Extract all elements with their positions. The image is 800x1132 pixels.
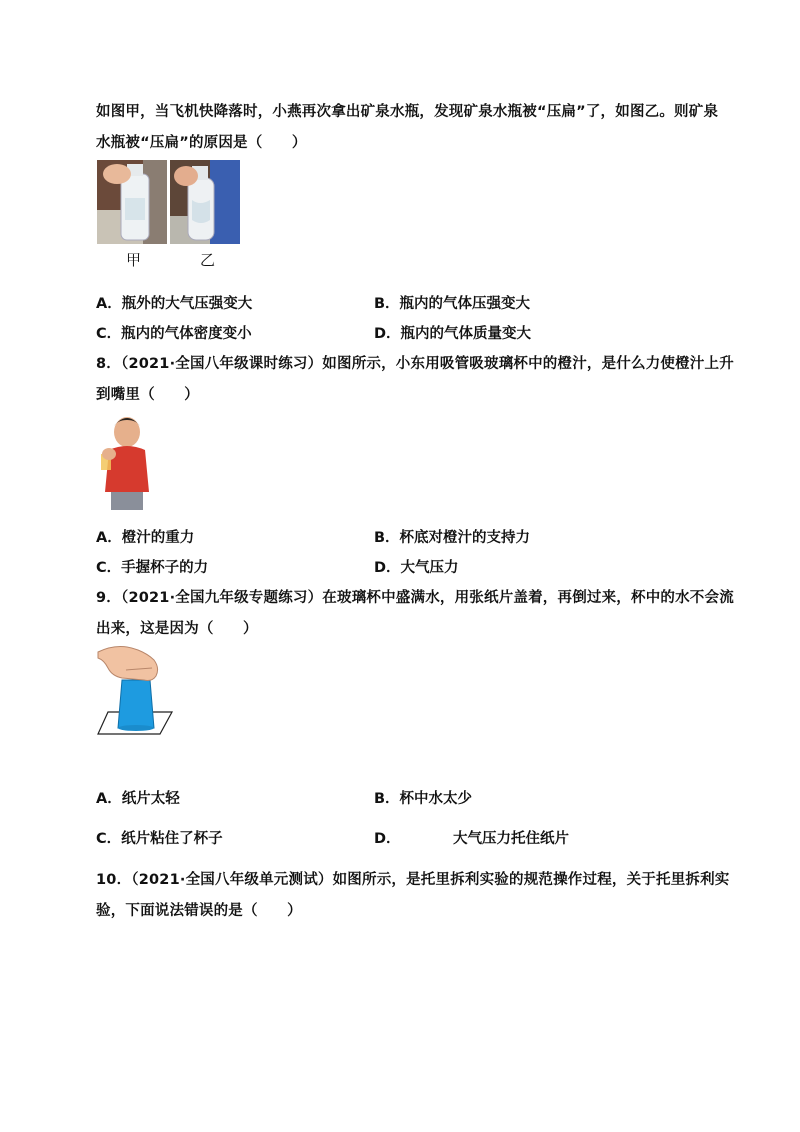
q7-bottle-photo-left — [97, 160, 167, 244]
q10-stem-line1: 10．（2021·全国八年级单元测试）如图所示，是托里拆利实验的规范操作过程，关于托里拆利实 — [96, 872, 730, 888]
q8-boy-drinking-photo — [97, 410, 159, 510]
q9-inverted-cup-figure — [96, 642, 180, 738]
q10-stem-line2: 验，下面说法错误的是（ ） — [96, 903, 302, 919]
q7-bottle-photo-right — [170, 160, 240, 244]
q7-stem-line1: 如图甲，当飞机快降落时，小燕再次拿出矿泉水瓶，发现矿泉水瓶被“压扁”了，如图乙。则矿泉 — [96, 104, 719, 120]
q9-option-d-text: 大气压力托住纸片 — [453, 831, 569, 847]
q9-stem-line1: 9．（2021·全国九年级专题练习）在玻璃杯中盛满水，用张纸片盖着，再倒过来，杯中的水不会流 — [96, 590, 734, 606]
q7-option-a: A．瓶外的大气压强变大 — [96, 296, 253, 312]
q7-stem-line2: 水瓶被“压扁”的原因是（ ） — [96, 135, 307, 151]
q9-stem-line2: 出来，这是因为（ ） — [96, 621, 258, 637]
q7-caption-right: 乙 — [200, 251, 216, 269]
q8-stem-line2: 到嘴里（ ） — [96, 387, 199, 403]
q8-option-d: D．大气压力 — [374, 560, 459, 576]
q8-option-a: A．橙汁的重力 — [96, 530, 195, 546]
q9-option-b: B．杯中水太少 — [374, 791, 473, 807]
q7-caption-left: 甲 — [126, 251, 142, 269]
q7-option-c: C．瓶内的气体密度变小 — [96, 326, 252, 342]
q9-option-a: A．纸片太轻 — [96, 791, 180, 807]
q8-option-b: B．杯底对橙汁的支持力 — [374, 530, 531, 546]
q8-stem-line1: 8．（2021·全国八年级课时练习）如图所示，小东用吸管吸玻璃杯中的橙汁，是什么力使橙汁上升 — [96, 356, 734, 372]
q7-option-b: B．瓶内的气体压强变大 — [374, 296, 531, 312]
q9-option-c: C．纸片粘住了杯子 — [96, 831, 223, 847]
q8-option-c: C．手握杯子的力 — [96, 560, 209, 576]
q7-option-d: D．瓶内的气体质量变大 — [374, 326, 532, 342]
q9-option-d-letter: D． — [374, 831, 401, 847]
